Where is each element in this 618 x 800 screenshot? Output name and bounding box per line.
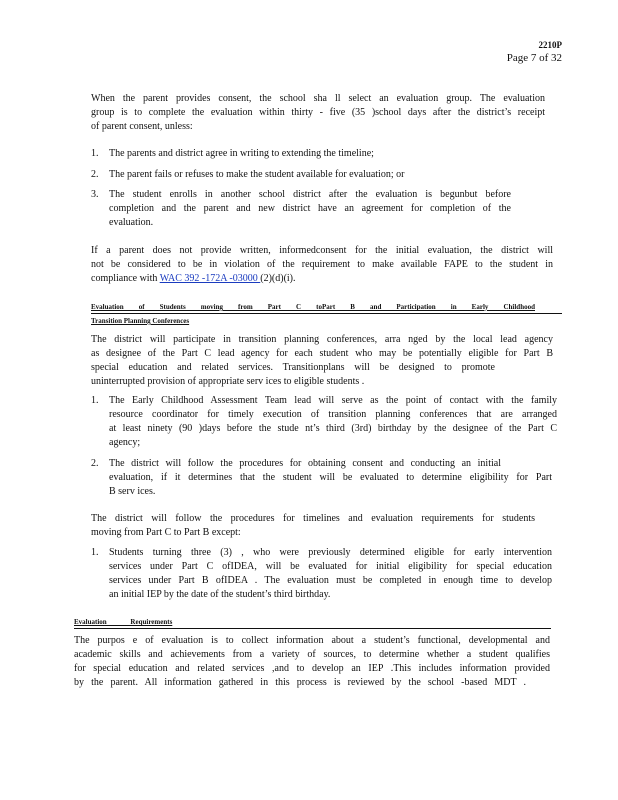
section-heading-part-c: Evaluation of Students moving from Part C toPart B and Participation in Early Childhood [91,303,535,311]
text-line: Students turning three (3) , who were previously determined eligible for early intervention [109,547,552,558]
text-line: The district will follow the procedures for timelines and evaluation requirements for students [91,513,535,524]
list-number: 1. [91,148,99,159]
text-line: resource coordinator for timely execution of transition planning conferences that are arranged [109,409,557,420]
list-item [91,147,431,161]
list-number: 2. [91,458,99,469]
text-line: The Early Childhood Assessment Team lead will serve as the point of contact with the family [109,395,557,406]
text-line: at least ninety (90 )days before the stude nt’s third (3rd) birthday by the designee of the Part C [109,423,557,434]
text-fragment: (2)(d)(i). [260,273,296,284]
text-line: B serv ices. [109,486,156,497]
list-item [91,546,552,602]
text-line: as designee of the Part C lead agency for each student who may be potentially eligible for Part B [91,348,553,359]
text-line: not be considered to be in violation of the requirement to make available FAPE to the student in [91,259,553,270]
text-line: group is to complete the evaluation within thirty - five (35 )school days after the district’s receipt [91,107,545,118]
paragraph-evaluation-group [91,92,545,134]
section-heading-evaluation-requirements: Evaluation Requirements [74,618,173,626]
text-line: uninterrupted provision of appropriate serv ices to eligible students . [91,376,365,387]
text-line: an initial IEP by the date of the student’s third birthday. [109,589,331,600]
list-number: 1. [91,395,99,406]
text-line: The district will participate in transition planning conferences, arra nged by the local lead agency [91,334,553,345]
list-item [91,188,511,230]
paragraph-purpose [74,634,550,690]
text-line: evaluation. [109,217,154,228]
text-line: services under Part C ofIDEA, will be evaluated for initial eligibility for special education [109,561,552,572]
text-line [91,272,553,286]
text-line: for special education and related services ,and to develop an IEP .This includes information provided [74,663,550,674]
text-line: The parent fails or refuses to make the student available for evaluation; or [109,169,405,180]
text-line: moving from Part C to Part B except: [91,527,241,538]
text-line: When the parent provides consent, the school sha ll select an evaluation group. The evaluation [91,93,545,104]
wac-link[interactable]: WAC 392 -172A -03000 [159,273,261,284]
text-line: agency; [109,437,141,448]
heading-rule [74,628,551,629]
text-line: completion and the parent and new district have an agreement for completion of the [109,203,511,214]
text-line: academic skills and achievements from a variety of sources, to determine whether a student qualifies [74,649,550,660]
list-item [91,457,552,499]
text-line: The purpos e of evaluation is to collect information about a student’s functional, developmental and [74,635,550,646]
text-line: by the parent. All information gathered in this process is reviewed by the school -based MDT . [74,677,526,688]
paragraph-timelines [91,512,535,540]
list-item [91,168,481,182]
text-line: of parent consent, unless: [91,121,193,132]
text-line: The district will follow the procedures for obtaining consent and conducting an initial [109,458,501,469]
heading-rule [91,313,562,314]
text-fragment: compliance with [91,273,160,284]
text-line: evaluation, if it determines that the student will be evaluated to determine eligibility for Part [109,472,552,483]
list-number: 2. [91,169,99,180]
policy-code: 2210P [538,40,562,50]
text-line: The parents and district agree in writing to extending the timeline; [109,148,374,159]
text-line: If a parent does not provide written, informedconsent for the initial evaluation, the district will [91,245,553,256]
text-line: special education and related services. Transitionplans will be designed to promote [91,362,495,373]
paragraph-transition [91,333,553,389]
section-heading-part-c-line2: Transition Planning Conferences [91,317,190,325]
paragraph-consent [91,244,553,286]
list-item [91,394,557,450]
list-number: 3. [91,189,99,200]
list-number: 1. [91,547,99,558]
page-number: Page 7 of 32 [506,52,562,64]
text-line: services under Part B ofIDEA . The evaluation must be completed in enough time to develop [109,575,552,586]
text-line: The student enrolls in another school district after the evaluation is begunbut before [109,189,511,200]
